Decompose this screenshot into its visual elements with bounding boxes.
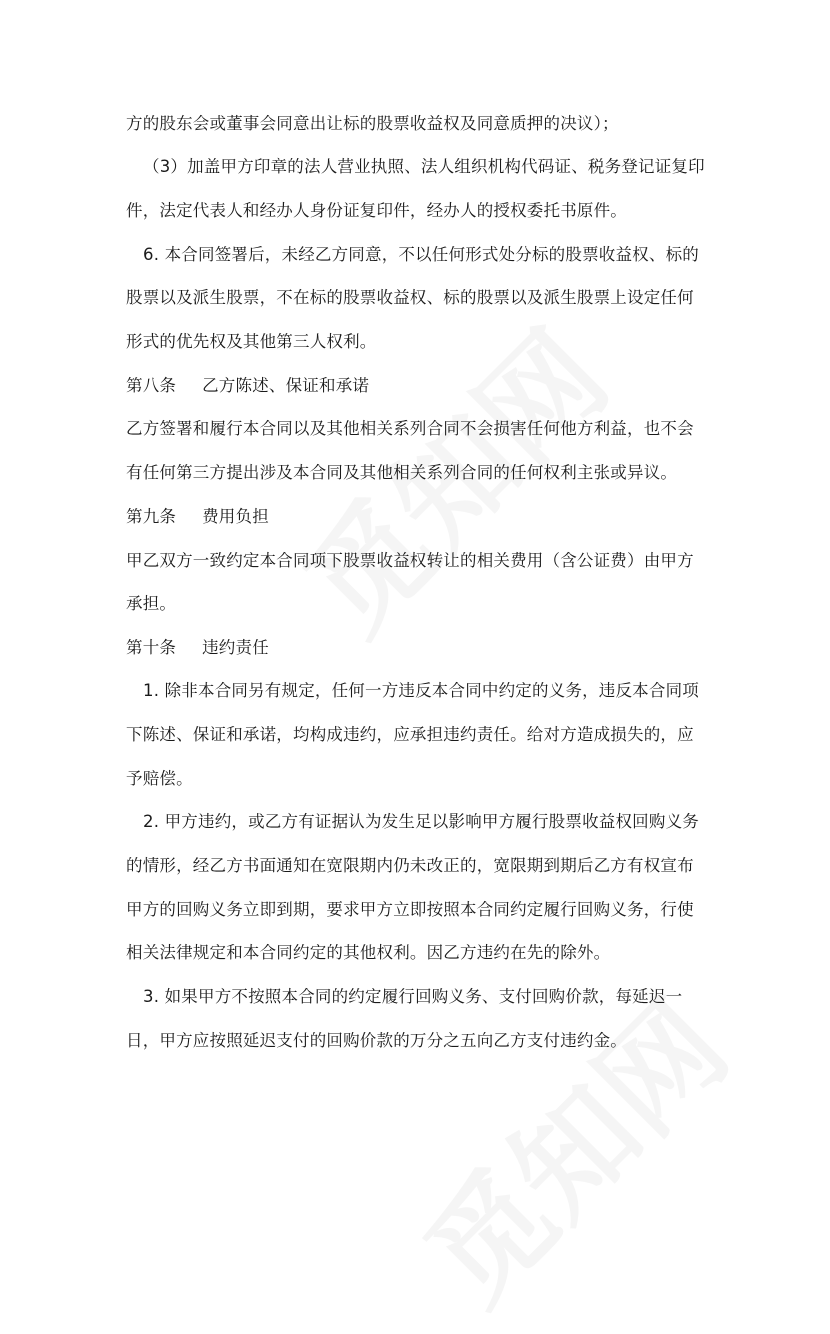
paragraph-line: 相关法律规定和本合同约定的其他权利。因乙方违约在先的除外。: [126, 943, 611, 962]
paragraph-line: 日，甲方应按照延迟支付的回购价款的万分之五向乙方支付违约金。: [126, 1031, 627, 1050]
paragraph-line: 1. 除非本合同另有规定，任何一方违反本合同中约定的义务，违反本合同项: [143, 681, 699, 700]
article-heading: [126, 637, 269, 659]
paragraph-line: 3. 如果甲方不按照本合同的约定履行回购义务、支付回购价款，每延迟一: [143, 987, 683, 1006]
article-heading: [126, 506, 269, 528]
paragraph-line: 乙方签署和履行本合同以及其他相关系列合同不会损害任何他方利益，也不会: [126, 419, 694, 438]
paragraph-line: 件，法定代表人和经办人身份证复印件，经办人的授权委托书原件。: [126, 201, 627, 220]
paragraph-line: 方的股东会或董事会同意出让标的股票收益权及同意质押的决议）；: [126, 114, 619, 133]
paragraph-line: 形式的优先权及其他第三人权利。: [126, 332, 377, 351]
paragraph-line: 甲方的回购义务立即到期，要求甲方立即按照本合同约定履行回购义务，行使: [126, 900, 694, 919]
article-title: 费用负担: [202, 507, 269, 526]
article-number: 第十条: [126, 638, 177, 657]
paragraph-line: 予赔偿。: [126, 769, 193, 788]
paragraph-line: 股票以及派生股票，不在标的股票收益权、标的股票以及派生股票上设定任何: [126, 288, 694, 307]
paragraph-line: （3）加盖甲方印章的法人营业执照、法人组织机构代码证、税务登记证复印: [143, 157, 705, 176]
paragraph-line: 甲乙双方一致约定本合同项下股票收益权转让的相关费用（含公证费）由甲方: [126, 551, 694, 570]
paragraph-line: 有任何第三方提出涉及本合同及其他相关系列合同的任何权利主张或异议。: [126, 463, 678, 482]
article-title: 违约责任: [202, 638, 269, 657]
article-heading: [126, 375, 369, 397]
article-number: 第八条: [126, 376, 177, 395]
paragraph-line: 下陈述、保证和承诺，均构成违约，应承担违约责任。给对方造成损失的，应: [126, 725, 694, 744]
watermark: [382, 958, 758, 1334]
paragraph-line: 的情形，经乙方书面通知在宽限期内仍未改正的，宽限期到期后乙方有权宣布: [126, 856, 694, 875]
paragraph-line: 2. 甲方违约，或乙方有证据认为发生足以影响甲方履行股票收益权回购义务: [143, 812, 699, 831]
article-number: 第九条: [126, 507, 177, 526]
paragraph-line: 承担。: [126, 594, 177, 613]
article-title: 乙方陈述、保证和承诺: [202, 376, 370, 395]
paragraph-line: 6. 本合同签署后，未经乙方同意，不以任何形式处分标的股票收益权、标的: [143, 245, 699, 264]
